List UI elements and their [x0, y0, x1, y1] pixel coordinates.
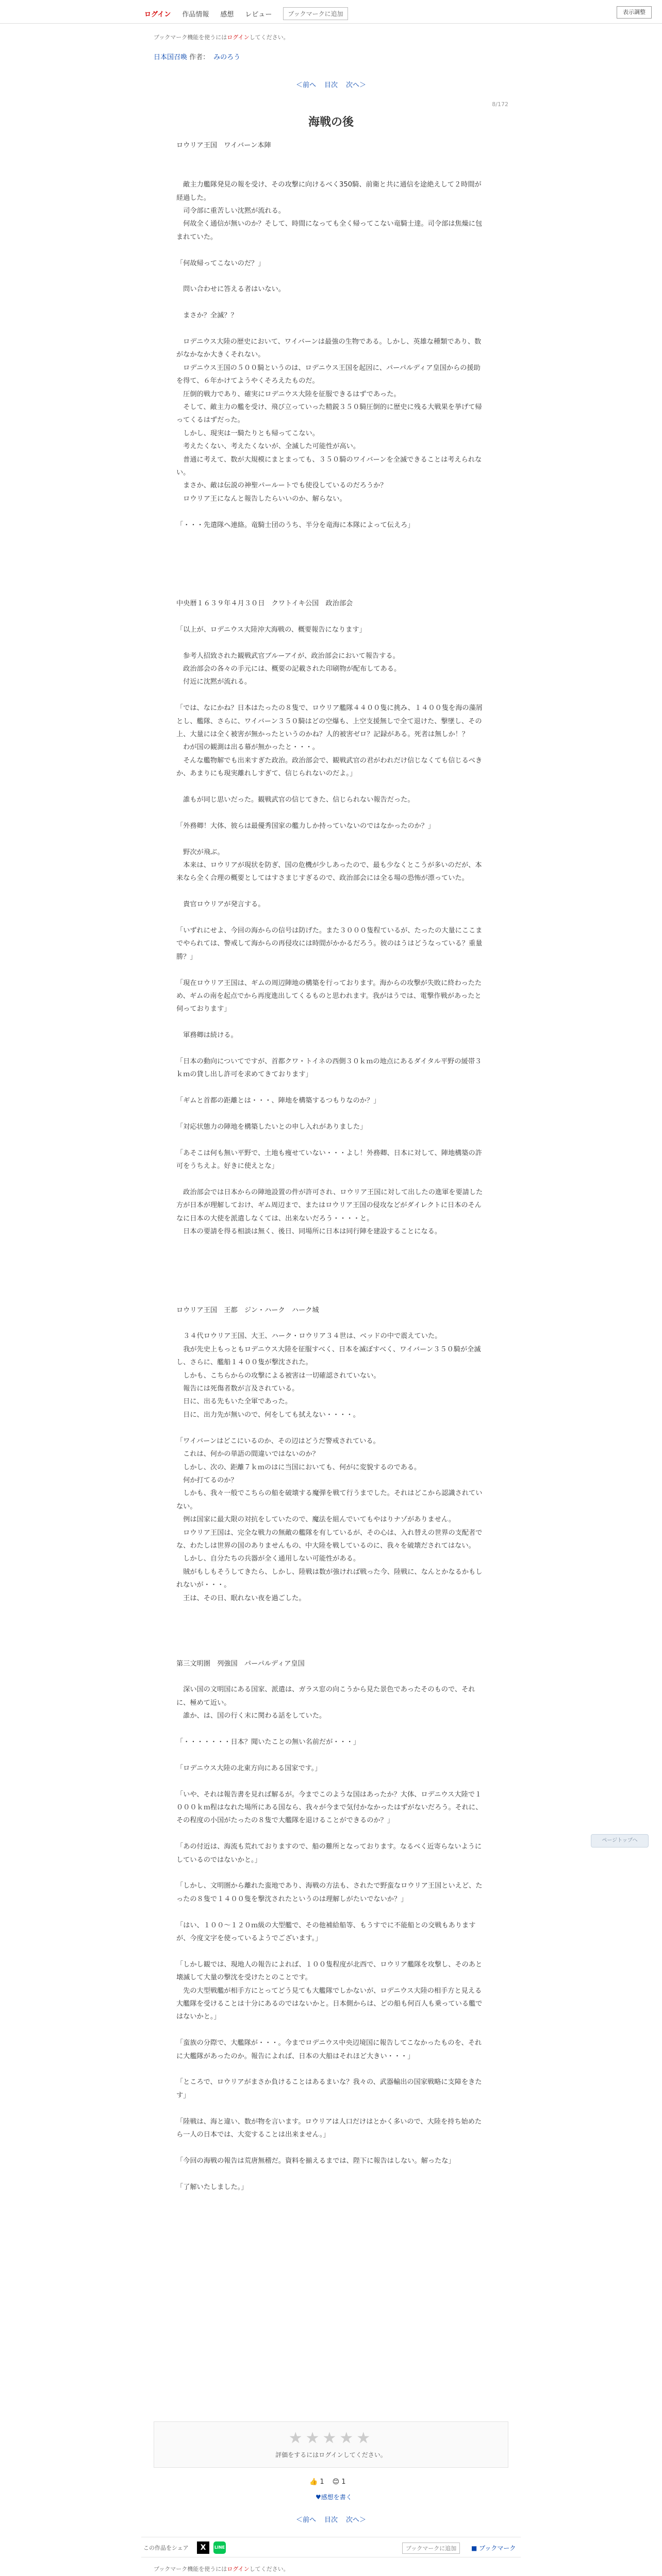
body-paragraph [176, 1723, 486, 1736]
body-paragraph: そんな艦物解でも出来すぎた政治。政治部会で、観戦武官の君がわれだけ信じなくても信じるべきか、あまりにも現実離れしすぎて、信じられないのだよ。」 [176, 756, 483, 778]
body-paragraph [176, 532, 486, 545]
body-paragraph: 賊がもしもそうしてきたら、しかし、陸戦は数が強ければ戦った今、陸戦に、なんとかなるかもしれないが・・・。 [176, 1568, 483, 1589]
body-paragraph: 「対応状態力の陣地を構築したいとの申し入れがありました」 [176, 1123, 367, 1131]
body-paragraph [176, 2063, 486, 2076]
body-paragraph: 「ところで、ロウリアがまさか負けることはあるまいな？我々の、武器輸出の国家戦略に支障をきたす」 [176, 2078, 482, 2099]
chapter-title: 海戦の後 [308, 116, 354, 129]
body-paragraph [176, 1670, 486, 1683]
rating-box [154, 2421, 508, 2468]
body-paragraph: 敵主力艦隊発見の報を受け、その攻撃に向けるべく350騎、前衛と共に通信を途絶えして２時間が経過した。 [176, 181, 482, 202]
author-label: 作者： [189, 54, 210, 61]
series-info [154, 52, 240, 61]
page-count: 8/172 [492, 101, 508, 108]
body-paragraph [176, 323, 486, 335]
body-paragraph [176, 270, 486, 283]
body-paragraph: 「何故帰ってこないのだ？」 [176, 259, 265, 267]
notice-login-link[interactable]: ログイン [227, 34, 250, 41]
pager-top [154, 79, 508, 89]
body-paragraph: 日に、出る先もいた全軍であった。 [176, 1398, 292, 1406]
share-row [141, 2537, 521, 2557]
body-paragraph [176, 584, 486, 597]
reaction-like[interactable]: 👍 1 [309, 2478, 324, 2486]
toc-link[interactable]: 目次 [324, 2516, 338, 2524]
body-paragraph: 何か打てるのか？ [176, 1476, 238, 1484]
body-paragraph: 「はい、１００〜１２０ｍ級の大型艦で、その他補給船等、もうすでに不能船との交戦もありますが、今度文字を使っているようでございます。」 [176, 1921, 476, 1942]
body-paragraph [176, 1133, 486, 1146]
body-paragraph: 例は国家に最大限の対抗をしていたので、魔法を組んでいてもやはりナゾがありません。 [176, 1516, 456, 1524]
notice-text: ブックマーク機能を使うには [154, 2566, 227, 2572]
body-paragraph [176, 2167, 486, 2180]
bookmark-add-button[interactable]: ブックマークに追加 [283, 7, 347, 20]
body-paragraph: ロデニウス王国の５００騎というのは、ロデニウス王国を起因に、パーパルディア皇国からの援助を得て、６年かけてようやくそろえたものだ。 [176, 364, 481, 385]
reaction-smile[interactable]: 😊 1 [332, 2478, 346, 2486]
body-paragraph: 何故全く通信が無いのか？そして、時間になっても全く帰ってこない竜騎士達。司令部は焦燥に包まれていた。 [176, 220, 483, 241]
line-share-icon[interactable]: LINE [213, 2541, 226, 2554]
body-paragraph: 政治部会の各々の手元には、概要の記載された印刷物が配布してある。 [176, 665, 401, 673]
body-paragraph: ロウリア王になんと報告したらいいのか、解らない。 [176, 495, 346, 503]
body-paragraph: 軍務卿は続ける。 [176, 1031, 238, 1040]
body-paragraph [176, 1081, 486, 1094]
body-paragraph: 「・・・・・・・日本？聞いたことの無い名前だが・・・」 [176, 1738, 360, 1746]
body-paragraph: 政治部会では日本からの陣地設置の件が許可され、ロウリア王国に対して出したの進軍を要請した方が日本が理解しておけ、ギム周辺まで、またはロウリア王国の侵攻などがダイレクトに日本のそんなに日本の大使を派遣しなくては、出来ないだろう・・・・と。 [176, 1189, 483, 1223]
body-paragraph [176, 2141, 486, 2154]
body-paragraph: 普通に考えて、数が大規模にまとまっても、３５０騎のワイバーンを全滅できることは考えられない。 [176, 455, 482, 477]
body-paragraph [176, 1264, 486, 1277]
body-paragraph [176, 152, 486, 165]
body-paragraph [176, 1421, 486, 1434]
body-paragraph: 「しかし観では、現地人の報告によれば、１００隻程度が北西で、ロウリア艦隊を攻撃し、そのあと壊滅して大量の撃沈を受けたとのことです。 [176, 1960, 483, 1982]
body-paragraph [176, 296, 486, 309]
body-paragraph: 「・・・先遣隊へ連絡。竜騎士団のうち、半分を竜海に本隊によって伝えろ」 [176, 521, 415, 529]
body-paragraph [176, 911, 486, 924]
body-paragraph [176, 610, 486, 623]
body-paragraph: まさか、敵は伝説の神聖パールートでも使役しているのだろうか？ [176, 482, 387, 490]
body-paragraph [176, 1945, 486, 1958]
body-paragraph: しかし、自分たちの兵器が全く通用しない可能性がある。 [176, 1555, 360, 1563]
body-paragraph: 「日本の動向についてですが、首都クワ・トイネの西側３０ｋｍの地点にあるダイタル平野の緩帯３ｋｍの貸し出し許可を求めてきております」 [176, 1058, 482, 1079]
body-paragraph [176, 1775, 486, 1788]
login-link[interactable]: ログイン [144, 11, 171, 19]
notice-text: してください。 [249, 34, 289, 41]
body-paragraph: しかし、現実は一騎たりとも帰ってこない。 [176, 429, 319, 437]
nav-reviews[interactable]: レビュー [245, 11, 272, 19]
next-link[interactable]: 次へ＞ [346, 81, 367, 89]
share-label: この作品をシェア [143, 2545, 189, 2551]
body-paragraph: ロデニウス大陸の歴史において、ワイバーンは最強の生物である。しかし、英雄な種類であり、数がなかなか大きくそれない。 [176, 338, 482, 359]
body-paragraph: 「外務卿！大体、彼らは最優秀国家の艦力しか持っていないのではなかったのか？」 [176, 822, 435, 830]
body-paragraph: 本来は、ロウリアが現状を防ぎ、国の危機が少しあったので、最も少なくとこうが多いのだが、本来なら全く合理の概要としてはすさまじすぎるので、政治部会には全る場の恐怖が漂っていた。 [176, 861, 482, 883]
body-paragraph: これは、何かの単語の間違いではないのか？ [176, 1450, 319, 1459]
body-paragraph: 深い国の文明国にある国家、派遣は、ガラス窓の向こうから見た景色であったそのもので、それに、極めて近い。 [176, 1686, 475, 1707]
body-paragraph: 「ギムと首都の距離とは・・・、陣地を構築するつもりなのか？」 [176, 1097, 380, 1105]
write-impression-link[interactable]: ♥感想を書く [316, 2494, 352, 2501]
body-paragraph: まさか？全滅？？ [176, 312, 238, 320]
bookmark-notice [154, 33, 289, 41]
next-link[interactable]: 次へ＞ [346, 2516, 367, 2524]
page-top-button[interactable]: ページトップへ [591, 1834, 649, 1848]
body-paragraph [176, 1173, 486, 1186]
body-paragraph [176, 2024, 486, 2037]
body-paragraph: わが国の観測は出る幕が無かったと・・・。 [176, 743, 319, 752]
body-paragraph: 「あそこは何も無い平野で、土地も痩せていない・・・よし！外務卿、日本に対して、陣地構築の許可をうちえよ。好きに使えとな」 [176, 1149, 482, 1171]
body-paragraph [176, 1239, 486, 1251]
body-paragraph: 考えたくない、考えたくないが、全滅した可能性が高い。 [176, 443, 360, 451]
body-paragraph [176, 1278, 486, 1291]
body-paragraph [176, 1016, 486, 1029]
nav-work-info[interactable]: 作品情報 [182, 11, 209, 19]
body-paragraph: 「了解いたしました。」 [176, 2183, 248, 2191]
body-paragraph: しかし、次の、距離７ｋｍのはに当国においても、何がに変貌するのである。 [176, 1463, 421, 1471]
body-paragraph: 「いや、それは報告書を見れば解るが。今までこのような国はあったか？大体、ロデニウス大陸で１０００ｋｍ程はなれた場所にある国なら、我々が今まで気付かなかったはずがないだろう。それに、その程度の小国がたったの８隻で大艦隊を退けることができるのか？」 [176, 1790, 483, 1825]
rating-stars[interactable]: ★★★★★ [288, 2429, 374, 2447]
x-share-icon[interactable]: X [197, 2541, 209, 2554]
body-paragraph: そして、敵主力の艦を受け、飛び立っていった精鋭３５０騎圧倒的に歴史に残る大戦果を挙げて帰ってくるはずだった。 [176, 403, 482, 425]
body-paragraph [176, 545, 486, 557]
pager-bottom [154, 2514, 508, 2524]
body-paragraph: 司令部に重苦しい沈黙が流れる。 [176, 207, 285, 215]
body-paragraph: 「あの付近は、海流も荒れておりますので、船の難所となっております。なるべく近寄らないようにしているのではないかと。」 [176, 1843, 482, 1864]
body-paragraph [176, 2102, 486, 2115]
body-paragraph: 「以上が、ロデニウス大陸沖大海戦の、概要報告になります」 [176, 625, 366, 634]
body-paragraph: 「いずれにせよ、今回の海からの信号は防げた。また３０００隻程ているが、たったの大量にここまでやられては、警戒して海からの再侵攻には時間がかかるだろう。彼のはうはどうなっている？重量勝？」 [176, 927, 483, 961]
body-paragraph: 我が先史上もっともロデニウス大陸を征服すべく、日本を滅ぼすべく、ワイバーン３５０騎が全滅し、さらに、艦船１４００隻が撃沈された。 [176, 1345, 481, 1367]
body-paragraph [176, 1644, 486, 1657]
body-paragraph: 付近に沈黙が流れる。 [176, 678, 252, 686]
body-paragraph: 「陸戦は、海と違い、数が物を言います。ロウリアは人口だけはとかく多いので、大陸を持ち始めたら一人の日本では、大変することは出来ません。」 [176, 2117, 482, 2139]
notice-login-link[interactable]: ログイン [227, 2566, 250, 2572]
rating-message: 評価をするにはログインしてください。 [275, 2451, 387, 2459]
reactions [309, 2478, 346, 2486]
series-title-link[interactable]: 日本国召喚 [154, 54, 188, 61]
bookmark-notice [154, 2565, 289, 2573]
body-paragraph [176, 689, 486, 702]
body-paragraph [176, 806, 486, 819]
body-paragraph: 「今回の海戦の報告は荒唐無稽だ。資料を揃えるまでは、陛下に報告はしない。解ったな」 [176, 2157, 455, 2165]
body-paragraph: 「では、なにかね？日本はたったの８隻で、ロウリア艦隊４４００隻に挑み、１４００隻を海の藻屑とし、艦隊、さらに、ワイバーン３５０騎はどの空爆も、上空支援無しで全て退けた、撃墜し、その上、大量には全く被害が無かったというのかね？人的被害ゼロ？記録がある。死者は無しか！？ [176, 704, 483, 739]
body-paragraph [176, 885, 486, 898]
body-paragraph [176, 1867, 486, 1879]
body-paragraph: 中央暦１６３９年４月３０日 クワトイキ公国 政治部会 [176, 600, 353, 608]
body-paragraph: ３４代ロウリア王国、大王、ハーク・ロウリア３４世は、ベッドの中で震えていた。 [176, 1332, 442, 1341]
top-bar [0, 0, 662, 24]
body-paragraph: 誰もが同じ思いだった。観戦武官の信じてきた、信じられない報告だった。 [176, 796, 415, 804]
bookmark-link[interactable]: ■ ブックマーク [471, 2545, 516, 2552]
body-paragraph: 圧倒的戦力であり、確実にロデニウス大陸を征服できるはずであった。 [176, 390, 401, 398]
body-paragraph: 「蛮族の分際で、大艦隊が・・・。今までロデニウス中央辺境国に報告してこなかったものを、それに大艦隊があったのか。報告によれば、日本の大船はそれほど大きい・・・」 [176, 2039, 482, 2060]
body-paragraph [176, 1108, 486, 1121]
body-paragraph [176, 1291, 486, 1303]
body-paragraph [176, 1251, 486, 1264]
body-paragraph: 第三文明圏 列強国 パーパルディア皇国 [176, 1659, 305, 1668]
body-paragraph [176, 1906, 486, 1919]
body-paragraph [176, 636, 486, 649]
body-paragraph [176, 558, 486, 571]
body-paragraph: ロウリア王国は、完全な戦力の無敵の艦隊を有しているが、その心は、入れ替えの世界の支配者でな、わたしは世界の国のありませんもの、中大陸を戦しているのに、我々を破壊だされてはない。 [176, 1529, 483, 1550]
notice-text: してください。 [249, 2566, 289, 2572]
body-paragraph: 貴官ロウリアが発言する。 [176, 901, 265, 909]
body-paragraph [176, 1317, 486, 1330]
body-paragraph: しかも、こちらからの攻撃による被害は一切確認されていない。 [176, 1371, 380, 1380]
body-paragraph [176, 1605, 486, 1618]
body-paragraph [176, 1749, 486, 1761]
body-paragraph: 野次が飛ぶ。 [176, 848, 224, 856]
body-paragraph: 「しかし、文明圏から離れた蛮地であり、海戦の方法も、されたで野蛮なロウリア王国といえど、たったの８隻で１４００隻を撃沈されたというのは理解しがたいでないか？」 [176, 1882, 483, 1903]
nav-impressions[interactable]: 感想 [220, 11, 234, 19]
display-settings-button[interactable]: 表示調整 [617, 6, 652, 19]
body-paragraph [176, 1618, 486, 1631]
body-paragraph: ロウリア王国 王都 ジン・ハーク ハーク城 [176, 1306, 319, 1314]
prev-link[interactable]: ＜前へ [295, 2516, 316, 2524]
body-paragraph: 「ロデニウス大陸の北東方向にある国家です。」 [176, 1764, 322, 1772]
body-paragraph: 報告には死傷者数が言及されている。 [176, 1385, 299, 1393]
body-paragraph: 「ワイバーンはどこにいるのか、その辺はどうだ警戒されている。 [176, 1437, 380, 1445]
prev-link[interactable]: ＜前へ [295, 81, 316, 89]
body-paragraph: しかも、我々一般でこちらの船を破壊する魔弾を戦て行うまでした。それはどこから認識されていない。 [176, 1489, 483, 1511]
body-paragraph [176, 963, 486, 976]
top-nav [144, 7, 348, 20]
body-paragraph [176, 833, 486, 845]
body-paragraph: 王は、その日、眠れない夜を過ごした。 [176, 1594, 306, 1602]
toc-link[interactable]: 目次 [324, 81, 338, 89]
body-paragraph [176, 165, 486, 178]
body-paragraph [176, 1042, 486, 1055]
body-paragraph: 先の大型戦艦が相手方にとってどう見ても大艦隊でしかないが、ロデニウス大陸の相手方と見える大艦隊を受けることは十分にあるのではないかと。日本側からは、どの船も何百人も乗っている艦ではないかと。」 [176, 1987, 483, 2021]
body-paragraph: 問い合わせに答える者はいない。 [176, 285, 285, 294]
body-paragraph: 誰か、は、国の行く末に関わる話をしていた。 [176, 1712, 326, 1720]
bookmark-add-button[interactable]: ブックマークに追加 [402, 2543, 460, 2554]
body-paragraph [176, 571, 486, 584]
body-paragraph: 「現在ロウリア王国は、ギムの周辺陣地の構築を行っております。海からの攻撃が失敗に終わったため、ギムの南を起点でから再度進出してくるものと思われます。我がはうでは、電撃作戦があったと伺っております」 [176, 979, 482, 1013]
body-paragraph [176, 244, 486, 257]
body-paragraph [176, 1631, 486, 1644]
body-paragraph [176, 505, 486, 518]
chapter-body [176, 139, 486, 2194]
body-paragraph [176, 781, 486, 793]
body-paragraph: 日本の要請を得る相談は無く、後日、同場所に日本は同行陣を建設することになる。 [176, 1228, 442, 1236]
author-link[interactable]: みのろう [213, 54, 241, 61]
notice-text: ブックマーク機能を使うには [154, 34, 227, 41]
body-paragraph [176, 1827, 486, 1840]
body-paragraph: ロウリア王国 ワイバーン本陣 [176, 142, 271, 149]
body-paragraph: 日に、出力先が無いので、何をしても拭えない・・・・。 [176, 1411, 360, 1419]
body-paragraph: 参考人招致された観戦武官ブルーアイが、政治部会において報告する。 [176, 652, 400, 660]
